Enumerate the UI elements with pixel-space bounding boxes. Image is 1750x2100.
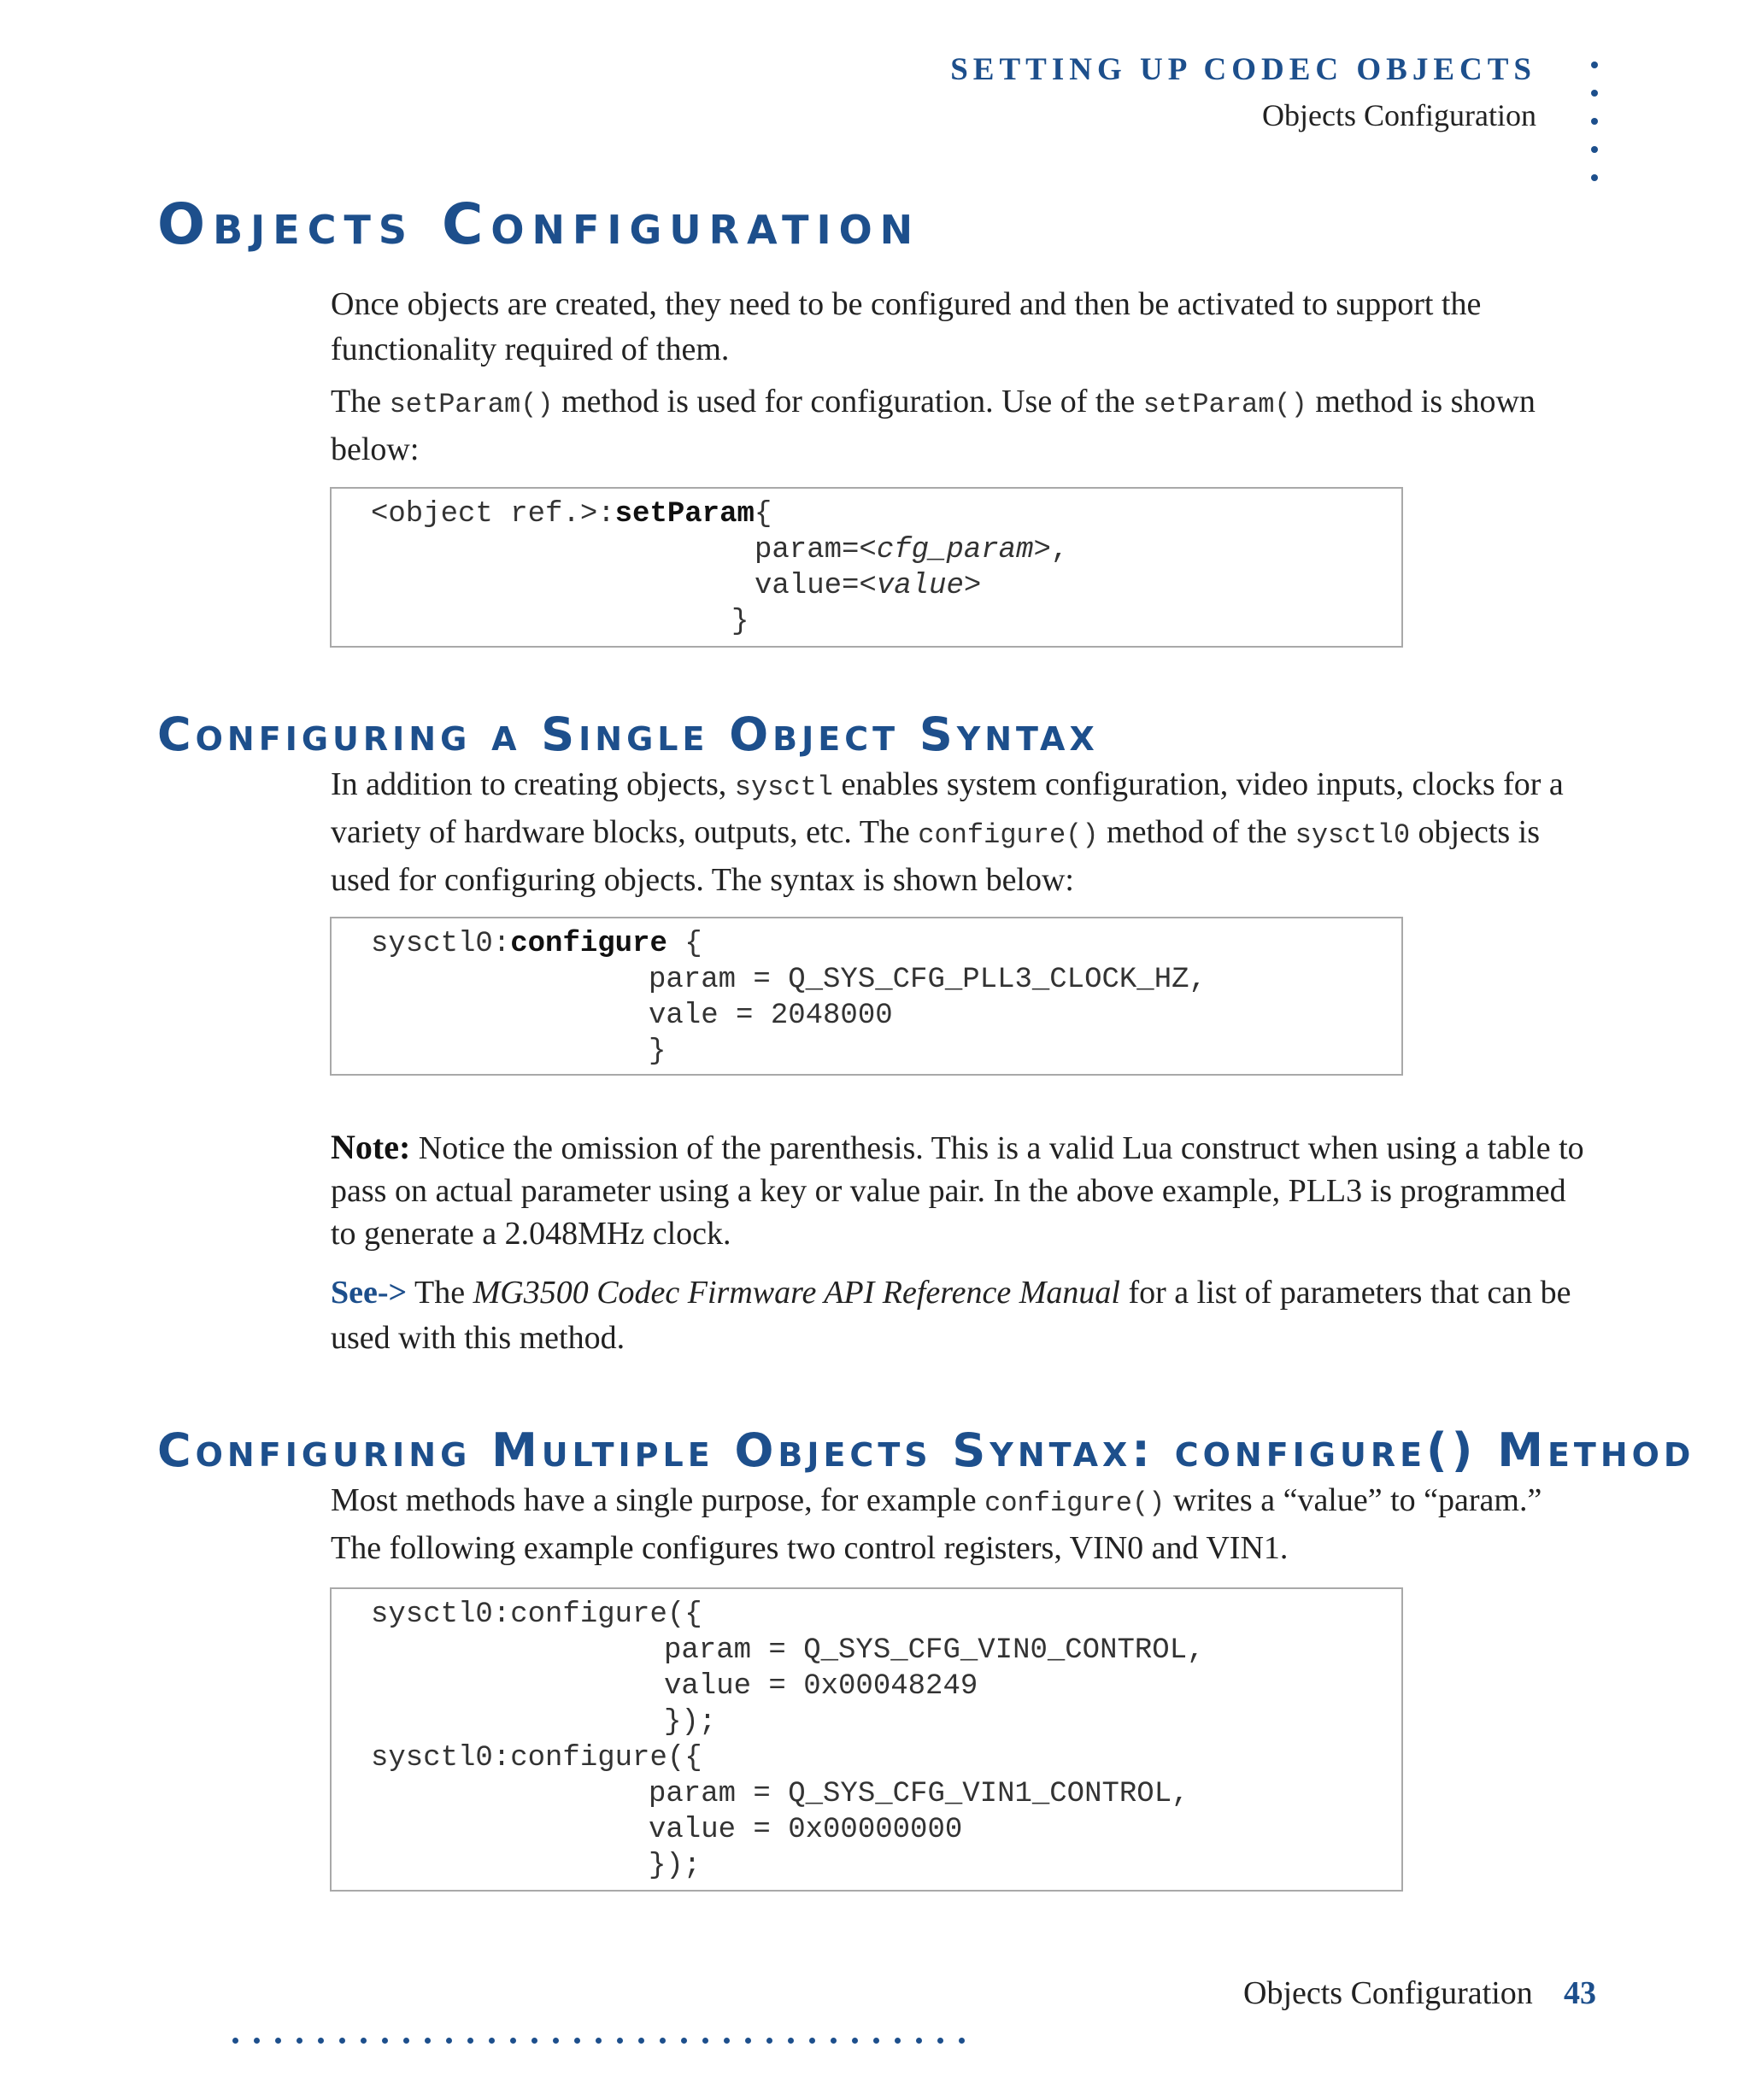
note-label: Note: [331,1128,411,1166]
footer-dot-row [232,2033,980,2048]
code-line: value = 0x00000000 [649,1814,963,1846]
code-line: param = Q_SYS_CFG_VIN0_CONTROL, [664,1634,1205,1667]
code-line: value = 0x00048249 [664,1670,978,1703]
code-block-setparam [330,487,1403,648]
intro-paragraph: Once objects are created, they need to be configured and then be activated to support the functionality required of them. [331,286,1482,367]
footer-section-name: Objects Configuration [1243,1975,1533,2011]
code-line: param = Q_SYS_CFG_PLL3_CLOCK_HZ, [649,964,1207,996]
code-line: }); [664,1706,717,1739]
code-line: } [731,606,749,638]
code-line: param = Q_SYS_CFG_VIN1_CONTROL, [649,1778,1189,1810]
running-header-section: Objects Configuration [1262,98,1536,132]
header-dot-column [1591,62,1601,202]
inline-code: setParam() [1142,389,1307,420]
see-paragraph: See-> The MG3500 Codec Firmware API Reference Manual for a list of parameters that can be used with this method. [331,1275,1571,1356]
note-paragraph: Note: Notice the omission of the parenthesis. This is a valid Lua construct when using a table to pass on actual parameter using a key or value pair. In the above example, PLL3 is programmed to generate a 2.048MHz clock. [331,1128,1584,1252]
inline-code: configure() [918,819,1099,851]
inline-code: setParam() [389,389,554,420]
code-line: <object ref.>:setParam{ [371,498,772,531]
setparam-paragraph: The setParam() method is used for configuration. Use of the setParam() method is shown below: [331,384,1536,467]
code-block-configure-single [330,917,1403,1076]
code-line: sysctl0:configure { [371,928,702,960]
code-line: sysctl0:configure({ [371,1742,702,1774]
sysctl-paragraph: In addition to creating objects, sysctl enables system configuration, video inputs, clocks for a variety of hardware blocks, outputs, etc. The configure() method of the sysctl0 objects is used for configuring objects. The syntax is shown below: [331,766,1564,898]
code-line: } [649,1035,667,1068]
section-heading-single-object: Configuring a Single Object Syntax [157,707,1099,761]
running-header-title: SETTING UP CODEC OBJECTS [950,52,1536,87]
manual-title: MG3500 Codec Firmware API Reference Manual [473,1275,1120,1311]
code-line: param=<cfg_param>, [755,534,1069,566]
inline-code: sysctl [734,771,833,803]
page-number: 43 [1564,1975,1596,2011]
inline-code: configure() [984,1487,1166,1519]
section-heading-multiple-objects: Configuring Multiple Objects Syntax: configure() Method [157,1423,1695,1477]
section-heading-objects-configuration: Objects Configuration [157,191,921,257]
code-line: value=<value> [755,570,982,602]
code-line: }); [649,1850,702,1882]
code-line: sysctl0:configure({ [371,1598,702,1631]
code-block-configure-multiple [330,1587,1403,1892]
multiple-objects-paragraph: Most methods have a single purpose, for example configure() writes a “value” to “param.” The following example configures two control registers, VIN0 and VIN1. [331,1482,1542,1566]
see-label: See-> [331,1275,408,1311]
code-line: vale = 2048000 [649,1000,893,1032]
inline-code: sysctl0 [1295,819,1411,851]
